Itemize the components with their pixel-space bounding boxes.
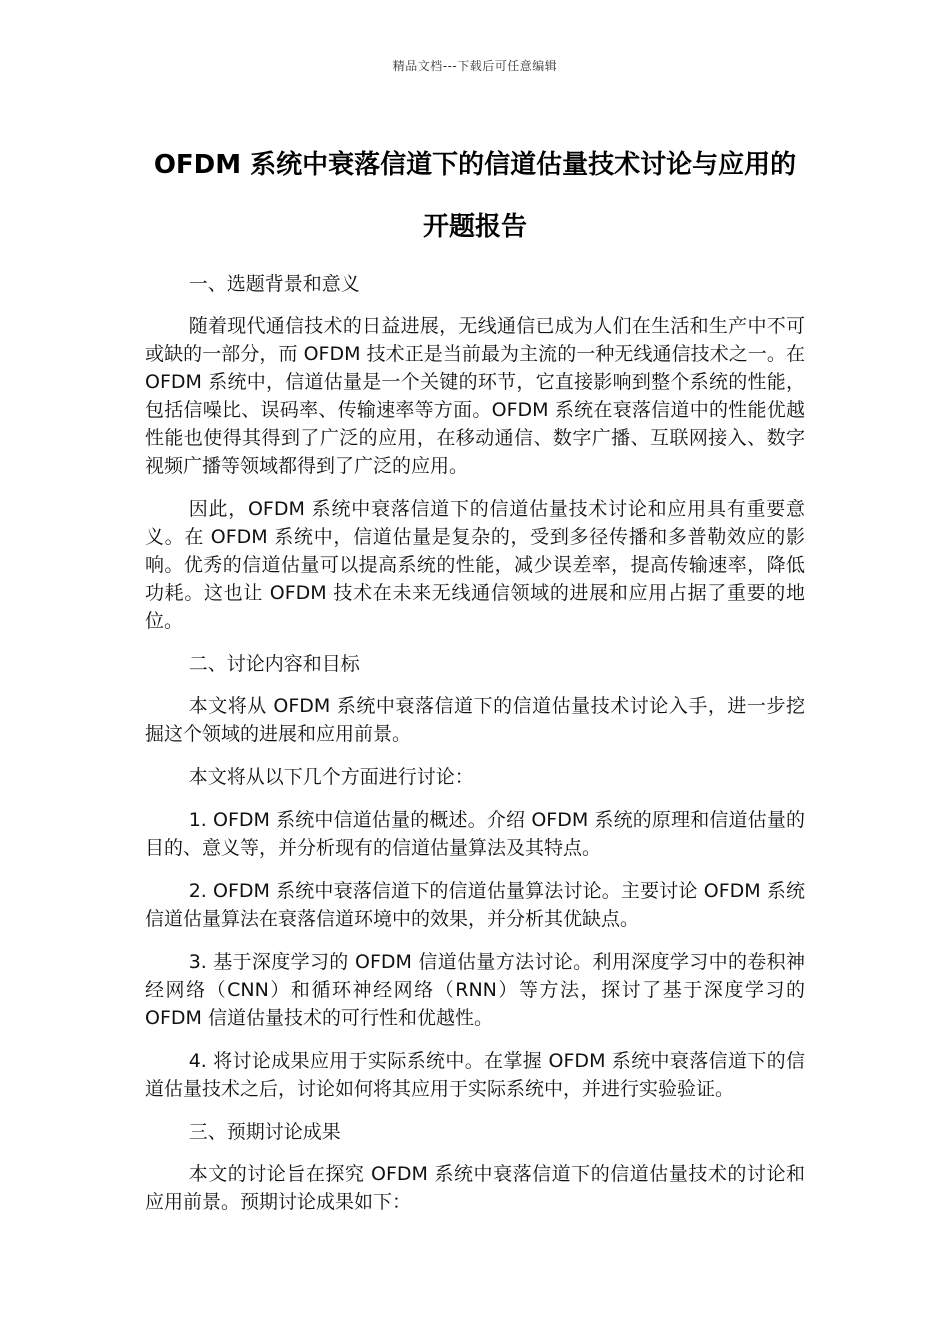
section-heading-background: 一、选题背景和意义: [188, 273, 360, 295]
header-watermark: 精品文档---下载后可任意编辑: [392, 59, 558, 73]
paragraph: 随着现代通信技术的日益进展，无线通信已成为人们在生活和生产中不可或缺的一部分，而 OFDM 技术正是当前最为主流的一种无线通信技术之一。在 OFDM 系统中，信道估量是一个关键的环节，它直接影响到整个系统的性能，包括信噪比、误码率、传输速率等方面。OFDM 系统在衰落信道中的性能优越性能也使得其得到了广泛的应用，在移动通信、数字广播、互联网接入、数字视频广播等领域都得到了广泛的应用。: [145, 315, 805, 477]
list-item: 1. OFDM 系统中信道估量的概述。介绍 OFDM 系统的原理和信道估量的目的、意义等，并分析现有的信道估量算法及其特点。: [145, 809, 805, 859]
paragraph: 因此，OFDM 系统中衰落信道下的信道估量技术讨论和应用具有重要意义。在 OFDM 系统中，信道估量是复杂的，受到多径传播和多普勒效应的影响。优秀的信道估量可以提高系统的性能，减少误差率，提高传输速率，降低功耗。这也让 OFDM 技术在未来无线通信领域的进展和应用占据了重要的地位。: [145, 498, 805, 632]
section-heading-content-goals: 二、讨论内容和目标: [188, 653, 360, 675]
document-body: [145, 270, 805, 1231]
document-title: OFDM 系统中衰落信道下的信道估量技术讨论与应用的开题报告: [153, 150, 797, 242]
paragraph: 本文将从以下几个方面进行讨论：: [188, 766, 474, 788]
paragraph: 本文将从 OFDM 系统中衰落信道下的信道估量技术讨论入手，进一步挖掘这个领域的进展和应用前景。: [145, 695, 805, 745]
list-item: 3. 基于深度学习的 OFDM 信道估量方法讨论。利用深度学习中的卷积神经网络（CNN）和循环神经网络（RNN）等方法，探讨了基于深度学习的 OFDM 信道估量技术的可行性和优越性。: [145, 951, 805, 1029]
list-item: 4. 将讨论成果应用于实际系统中。在掌握 OFDM 系统中衰落信道下的信道估量技术之后，讨论如何将其应用于实际系统中，并进行实验验证。: [145, 1050, 805, 1100]
list-item: 2. OFDM 系统中衰落信道下的信道估量算法讨论。主要讨论 OFDM 系统信道估量算法在衰落信道环境中的效果，并分析其优缺点。: [145, 880, 805, 930]
paragraph: 本文的讨论旨在探究 OFDM 系统中衰落信道下的信道估量技术的讨论和应用前景。预期讨论成果如下：: [145, 1163, 805, 1213]
section-heading-expected-results: 三、预期讨论成果: [188, 1121, 341, 1143]
